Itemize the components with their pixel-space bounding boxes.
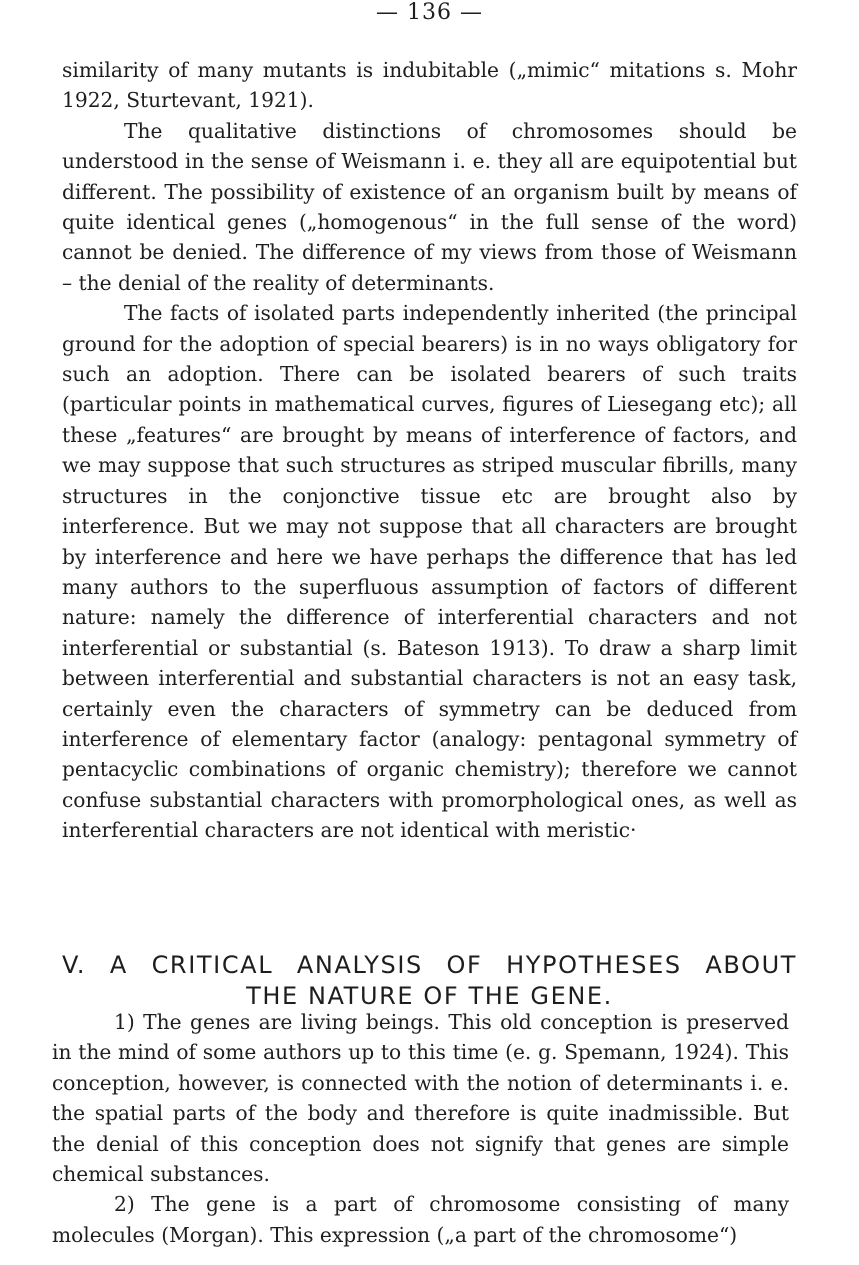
section-paragraph-2: 2) The gene is a part of chromosome consisting of many molecules (Morgan). This expression („a part of the chromosome“) (52, 1192, 789, 1247)
section-heading-line-1: V. A CRITICAL ANALYSIS OF HYPOTHESES ABOUT (62, 950, 797, 979)
body-text (62, 55, 797, 846)
paragraph-1: similarity of many mutants is indubitable („mimic“ mitations s. Mohr 1922, Sturtevant, 1921). (62, 58, 797, 113)
section-heading (62, 950, 797, 1012)
section-text (52, 1007, 789, 1250)
section-paragraph-1: 1) The genes are living beings. This old conception is preserved in the mind of some authors up to this time (e. g. Spemann, 1924). This conception, however, is connected with the notion of determinants i. e. the spatial parts of the body and therefore is quite inadmissible. But the denial of this conception does not signify that genes are simple chemical substances. (52, 1010, 789, 1187)
paragraph-3: The facts of isolated parts independently inherited (the principal ground for the adoption of special bearers) is in no ways obligatory for such an adoption. There can be isolated bearers of such traits (particular points in mathematical curves, figures of Liesegang etc); all these „features“ are brought by means of interference of factors, and we may suppose that such structures as striped muscular fibrills, many structures in the conjonctive tissue etc are brought also by interference. But we may not suppose that all characters are brought by interference and here we have perhaps the difference that has led many authors to the superfluous assumption of factors of different nature: namely the difference of interferential characters and not interferential or substantial (s. Bateson 1913). To draw a sharp limit between interferential and substantial characters is not an easy task, certainly even the characters of symmetry can be deduced from interference of elementary factor (analogy: pentagonal symmetry of pentacyclic combinations of organic chemistry); therefore we cannot confuse substantial characters with promorphological ones, as well as interferential characters are not identical with meristic· (62, 301, 797, 843)
section-heading-line-2: THE NATURE OF THE GENE. (246, 981, 613, 1010)
page-number: — 136 — (376, 0, 483, 25)
paragraph-2: The qualitative distinctions of chromosomes should be understood in the sense of Weismann i. e. they all are equipotential but different. The possibility of existence of an organism built by means of quite identical genes („homogenous“ in the full sense of the word) cannot be denied. The difference of my views from those of Weismann – the denial of the reality of determinants. (62, 118, 797, 295)
